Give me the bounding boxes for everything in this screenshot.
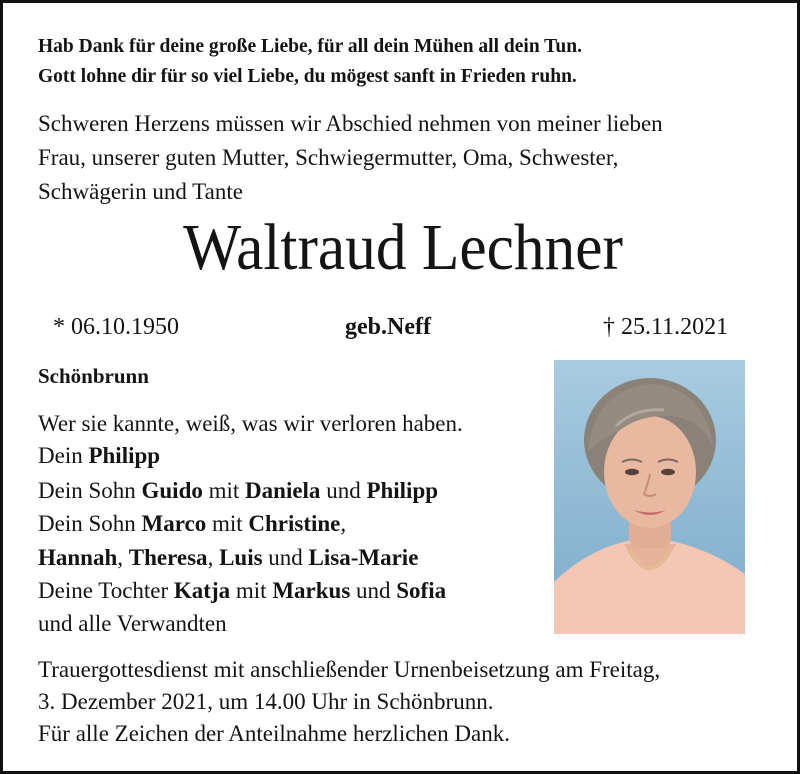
mourner-line-3: Dein Sohn Guido mit Daniela und Philipp [38, 478, 439, 503]
portrait-photo [554, 360, 745, 634]
mourner-line-7: und alle Verwandten [38, 611, 227, 636]
portrait-illustration [554, 360, 745, 634]
intro-line-2: Frau, unserer guten Mutter, Schwiegermutter, Oma, Schwester, [38, 145, 619, 170]
mourner-line-1: Wer sie kannte, weiß, was wir verloren haben. [38, 411, 463, 436]
place: Schönbrunn [38, 364, 149, 388]
deceased-name: Waltraud Lechner [183, 211, 623, 284]
service-line-3: Für alle Zeichen der Anteilnahme herzlichen Dank. [38, 721, 510, 746]
mourner-line-5: Hannah, Theresa, Luis und Lisa-Marie [38, 545, 419, 570]
mourner-line-6: Deine Tochter Katja mit Markus und Sofia [38, 578, 447, 603]
birth-date: * 06.10.1950 [53, 314, 179, 340]
death-date: † 25.11.2021 [603, 314, 729, 340]
verse-line-2: Gott lohne dir für so viel Liebe, du mögest sanft in Frieden ruhn. [38, 66, 577, 87]
mourner-line-4: Dein Sohn Marco mit Christine, [38, 511, 347, 536]
service-line-2: 3. Dezember 2021, um 14.00 Uhr in Schönbrunn. [38, 689, 494, 714]
intro-line-3: Schwägerin und Tante [38, 179, 243, 204]
service-line-1: Trauergottesdienst mit anschließender Urnenbeisetzung am Freitag, [38, 657, 661, 682]
intro-line-1: Schweren Herzens müssen wir Abschied nehmen von meiner lieben [38, 111, 663, 136]
verse-line-1: Hab Dank für deine große Liebe, für all dein Mühen all dein Tun. [38, 36, 582, 57]
maiden-name: geb.Neff [345, 314, 431, 340]
mourner-line-2: Dein Philipp [38, 443, 161, 468]
